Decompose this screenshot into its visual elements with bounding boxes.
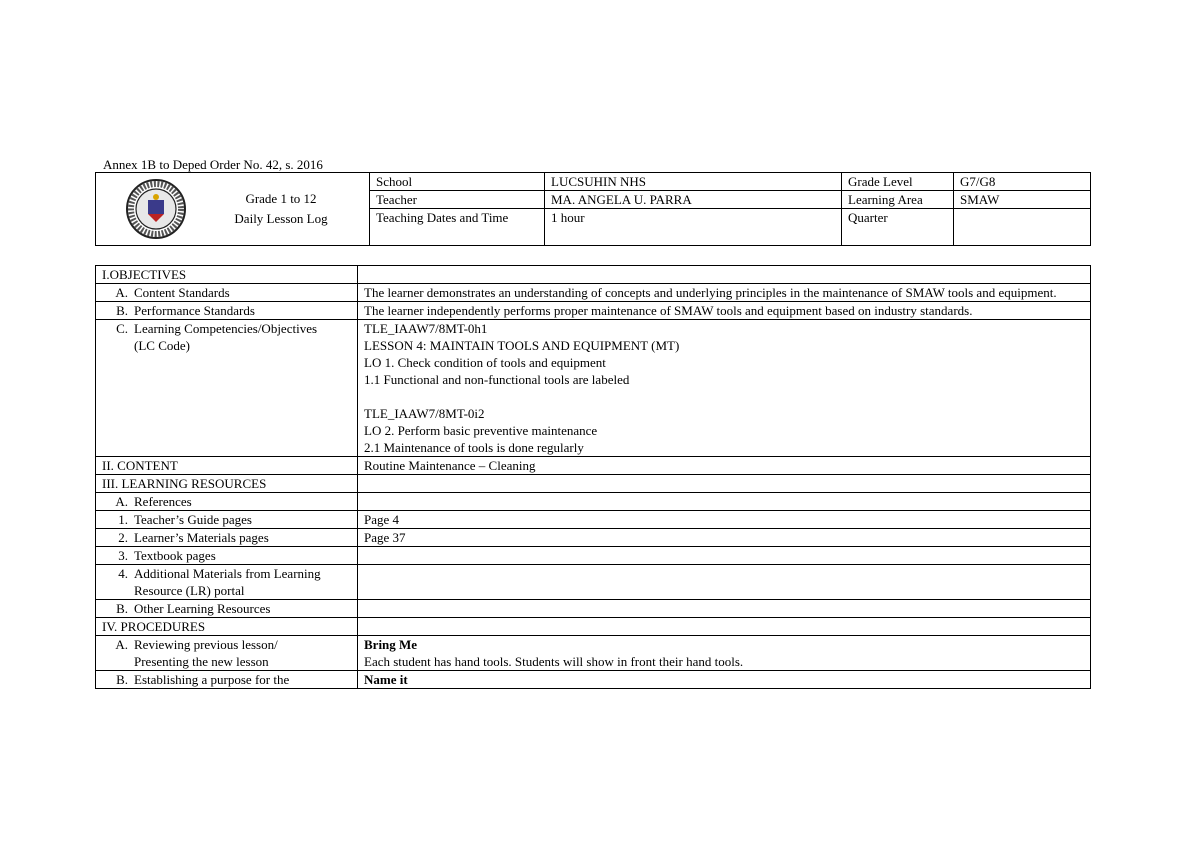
learners-materials-value: Page 37: [358, 529, 1091, 547]
competency-line: TLE_IAAW7/8MT-0i2: [364, 406, 485, 421]
other-resources-value: [358, 600, 1091, 618]
content-standards-value: The learner demonstrates an understanding of concepts and underlying principles in the maintenance of SMAW tools and equipment.: [358, 284, 1091, 302]
annex-reference: Annex 1B to Deped Order No. 42, s. 2016: [103, 157, 323, 172]
header-logo-cell: [96, 173, 370, 246]
row-marker: 1.: [118, 512, 128, 527]
procedures-heading: IV. PROCEDURES: [96, 618, 358, 636]
establishing-activity-title: Name it: [364, 672, 408, 687]
row-marker: A.: [115, 637, 128, 652]
table-row: [96, 671, 1091, 689]
teaching-dates-value: 1 hour: [545, 209, 842, 246]
performance-standards-label: Performance Standards: [134, 303, 255, 318]
competency-line: LO 2. Perform basic preventive maintenance: [364, 423, 598, 438]
quarter-value: [954, 209, 1091, 246]
table-row: [96, 547, 1091, 565]
grade-level-value: G7/G8: [954, 173, 1091, 191]
establishing-label: Establishing a purpose for the: [134, 672, 290, 687]
competency-spacer: [364, 388, 1084, 405]
row-marker: 4.: [118, 566, 128, 581]
quarter-label: Quarter: [842, 209, 954, 246]
row-marker: 2.: [118, 530, 128, 545]
row-marker: 3.: [118, 548, 128, 563]
teachers-guide-label: Teacher’s Guide pages: [134, 512, 252, 527]
content-value: Routine Maintenance – Cleaning: [358, 457, 1091, 475]
row-marker: A.: [115, 285, 128, 300]
additional-materials-label: Additional Materials from Learning Resource (LR) portal: [134, 566, 321, 598]
content-standards-label: Content Standards: [134, 285, 230, 300]
teacher-label: Teacher: [370, 191, 545, 209]
references-label: References: [134, 494, 192, 509]
competency-line: LO 1. Check condition of tools and equipment: [364, 355, 606, 370]
performance-standards-value: The learner independently performs proper maintenance of SMAW tools and equipment based on industry standards.: [358, 302, 1091, 320]
objectives-heading: I.OBJECTIVES: [96, 266, 358, 284]
competencies-value: [358, 320, 1091, 457]
deped-seal: [96, 178, 216, 240]
table-row: [96, 266, 1091, 284]
grade-level-label: Grade Level: [842, 173, 954, 191]
learning-area-value: SMAW: [954, 191, 1091, 209]
lesson-log-table: [95, 265, 1091, 689]
additional-materials-value: [358, 565, 1091, 600]
textbook-value: [358, 547, 1091, 565]
competency-line: 1.1 Functional and non-functional tools are labeled: [364, 372, 630, 387]
table-row: [96, 475, 1091, 493]
reviewing-label: Reviewing previous lesson/ Presenting the new lesson: [134, 637, 278, 669]
header-table: [95, 172, 1091, 246]
table-row: [96, 529, 1091, 547]
table-row: [96, 618, 1091, 636]
row-marker: B.: [116, 303, 128, 318]
competency-line: TLE_IAAW7/8MT-0h1: [364, 321, 488, 336]
table-row: [96, 320, 1091, 457]
table-row: [96, 284, 1091, 302]
row-marker: B.: [116, 601, 128, 616]
dll-title-grade: Grade 1 to 12: [245, 191, 317, 206]
table-row: [96, 511, 1091, 529]
teacher-value: MA. ANGELA U. PARRA: [545, 191, 842, 209]
table-row: [96, 457, 1091, 475]
competency-line: 2.1 Maintenance of tools is done regularly: [364, 440, 584, 455]
table-row: [96, 302, 1091, 320]
learning-area-label: Learning Area: [842, 191, 954, 209]
reviewing-activity-title: Bring Me: [364, 637, 418, 652]
content-heading: II. CONTENT: [96, 457, 358, 475]
learners-materials-label: Learner’s Materials pages: [134, 530, 269, 545]
table-row: [96, 636, 1091, 671]
table-row: [96, 600, 1091, 618]
competency-line: LESSON 4: MAINTAIN TOOLS AND EQUIPMENT (MT): [364, 338, 680, 353]
dll-title-log: Daily Lesson Log: [234, 211, 328, 226]
table-row: [96, 565, 1091, 600]
resources-heading: III. LEARNING RESOURCES: [96, 475, 358, 493]
school-label: School: [370, 173, 545, 191]
other-resources-label: Other Learning Resources: [134, 601, 271, 616]
school-value: LUCSUHIN NHS: [545, 173, 842, 191]
competencies-label: Learning Competencies/Objectives (LC Code): [134, 321, 318, 353]
row-marker: A.: [115, 494, 128, 509]
table-row: [96, 493, 1091, 511]
teachers-guide-value: Page 4: [358, 511, 1091, 529]
reviewing-activity-text: Each student has hand tools. Students will show in front their hand tools.: [364, 654, 744, 669]
row-marker: C.: [116, 321, 128, 336]
textbook-label: Textbook pages: [134, 548, 216, 563]
teaching-dates-label: Teaching Dates and Time: [370, 209, 545, 246]
row-marker: B.: [116, 672, 128, 687]
